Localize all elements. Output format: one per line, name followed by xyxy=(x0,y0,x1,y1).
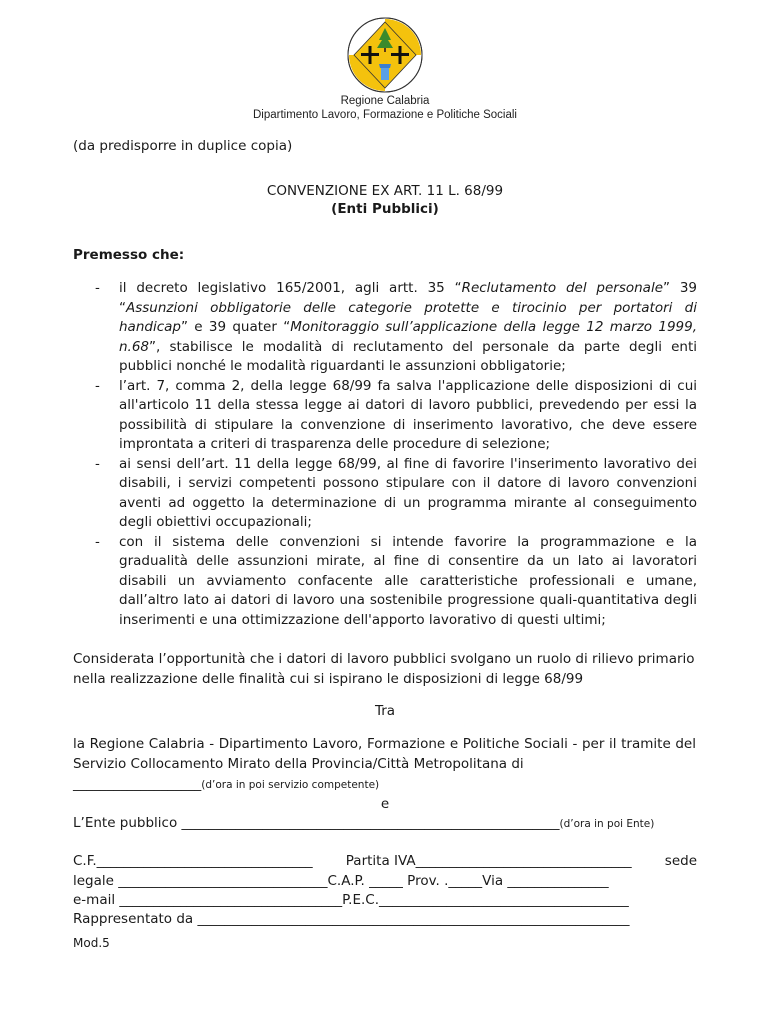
sede-label: sede xyxy=(664,853,697,869)
servizio-line xyxy=(73,775,379,796)
premise-text: ” e 39 quater “ xyxy=(180,319,291,335)
regione-calabria-coat-of-arms-icon xyxy=(346,16,424,94)
premise-item xyxy=(95,455,697,533)
rappresentato-line: Rappresentato da ________________________________________________________________ xyxy=(73,911,630,927)
document-subtitle: (Enti Pubblici) xyxy=(331,201,439,217)
premise-text: Monitoraggio sull’applicazione della legge 12 marzo 1999, n.68 xyxy=(119,319,698,355)
premise-text: ”, stabilisce le modalità di reclutamento del personale da parte degli enti pubblici nonché le modalità riguardanti le assunzioni obbligatorie; xyxy=(119,338,697,374)
bullet-dash: - xyxy=(95,280,100,296)
tra-label: Tra xyxy=(374,703,396,719)
e-label: e xyxy=(380,796,390,812)
premise-item xyxy=(95,279,697,377)
servizio-note: (d’ora in poi servizio competente) xyxy=(201,779,380,791)
document-title: CONVENZIONE EX ART. 11 L. 68/99 xyxy=(266,183,504,199)
bullet-dash: - xyxy=(95,377,100,394)
ente-note: (d’ora in poi Ente) xyxy=(559,818,655,830)
bullet-dash: - xyxy=(95,455,100,472)
premise-text: il decreto legislativo 165/2001, agli artt. 35 “ xyxy=(119,280,462,296)
ente-line xyxy=(73,814,654,835)
cf-piva-line xyxy=(73,852,697,872)
servizio-blank: ___________________ xyxy=(73,776,202,792)
module-number: Mod.5 xyxy=(73,936,110,950)
piva-field: Partita IVA________________________________ xyxy=(345,853,632,869)
premise-text: l’art. 7, comma 2, della legge 68/99 fa salva l'applicazione delle disposizioni di cui all'articolo 11 della stessa legge ai datori di lavoro pubblici, prevedendo per essi la possibilità di stipulare la convenzione di inserimento lavorativo, che deve essere improntata a criteri di trasparenza delle procedure di selezione; xyxy=(119,377,697,452)
premise-list xyxy=(95,279,697,630)
premise-text: Assunzioni obbligatorie delle categorie protette e tirocinio per portatori di handicap xyxy=(119,299,697,335)
region-name: Regione Calabria xyxy=(340,95,430,107)
copy-note: (da predisporre in duplice copia) xyxy=(73,138,293,154)
cf-field: C.F.________________________________ xyxy=(73,853,313,869)
premise-item xyxy=(95,533,697,631)
premise-text: ” 39 “ xyxy=(119,280,697,316)
premise-text: Reclutamento del personale xyxy=(461,280,663,296)
premise-text: con il sistema delle convenzioni si intende favorire la programmazione e la gradualità delle assunzioni mirate, al fine di consentire da un lato ai lavoratori disabili un avviamento confacente alle caratteristiche professionali e umane, dall’altro lato ai datori di lavoro una sostenibile progressione quali-quantitativa degli inserimenti e una ottimizzazione dell'apporto lavorativo di questi ultimi; xyxy=(119,533,697,628)
legale-cap-line: legale _______________________________C.A.P. _____ Prov. ._____Via _______________ xyxy=(73,873,609,889)
premise-item xyxy=(95,377,697,455)
premise-text: ai sensi dell’art. 11 della legge 68/99, al fine di favorire l'inserimento lavorativo dei disabili, i servizi competenti possono stipulare con il datore di lavoro convenzioni aventi ad oggetto la determinazione di un programma mirante al conseguimento degli obiettivi occupazionali; xyxy=(119,455,697,530)
considerata-paragraph: Considerata l’opportunità che i datori di lavoro pubblici svolgano un ruolo di rilievo primario nella realizzazione delle finalità cui si ispirano le disposizioni di legge 68/99 xyxy=(73,651,695,687)
department-name: Dipartimento Lavoro, Formazione e Politiche Sociali xyxy=(253,109,517,121)
bullet-dash: - xyxy=(95,533,100,550)
email-pec-line: e-mail _________________________________P.E.C._____________________________________ xyxy=(73,892,629,908)
regione-paragraph: la Regione Calabria - Dipartimento Lavoro, Formazione e Politiche Sociali - per il tramite del Servizio Collocamento Mirato della Provincia/Città Metropolitana di xyxy=(73,736,696,772)
ente-label: L’Ente pubblico ________________________________________________________ xyxy=(73,815,560,831)
premesso-heading: Premesso che: xyxy=(73,247,185,263)
